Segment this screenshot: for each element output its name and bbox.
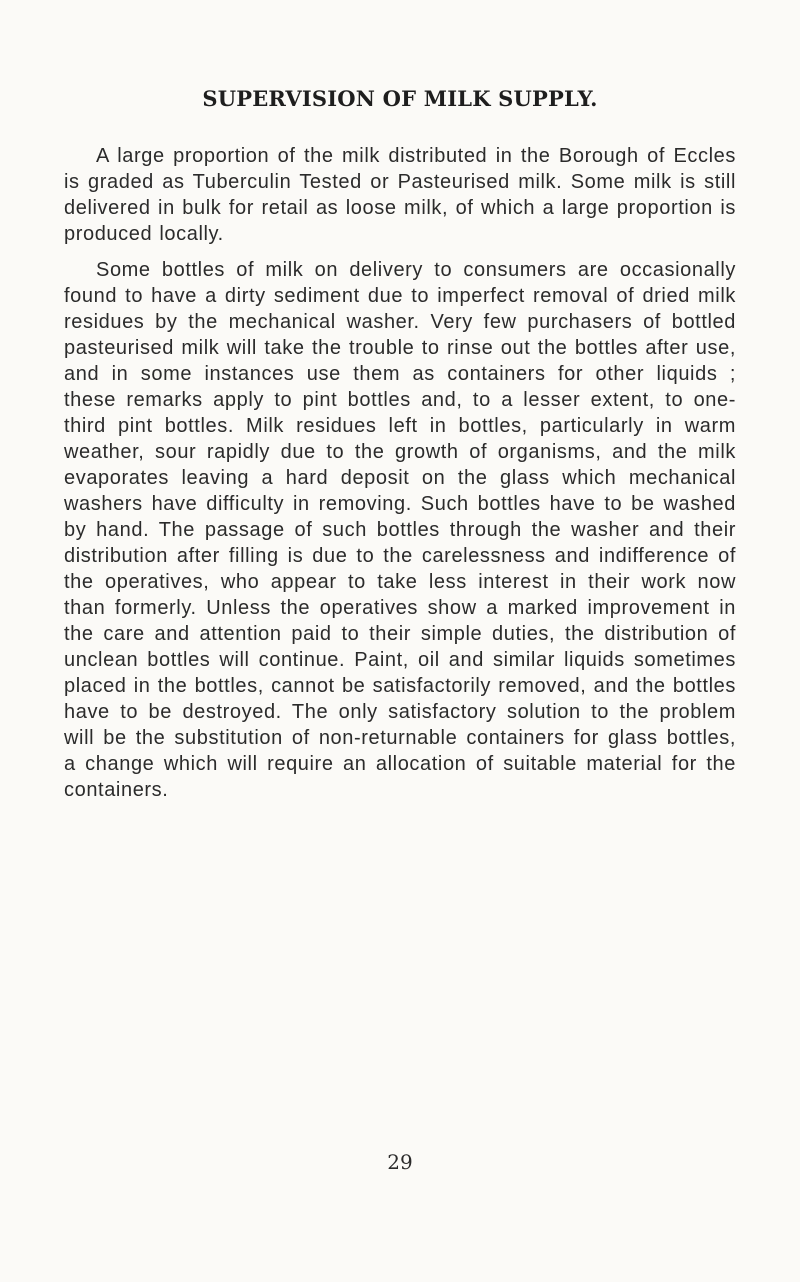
- paragraph-bottle-cleanliness: Some bottles of milk on delivery to consumers are occasionally found to have a dirty sediment due to imperfect removal of dried milk residues by the mechanical washer. Very few purchasers of bottled pasteurised milk will take the trouble to rinse out the bottles after use, and in some instances use them as containers for other liquids ; these remarks apply to pint bottles and, to a lesser extent, to one-third pint bottles. Milk residues left in bottles, particularly in warm weather, sour rapidly due to the growth of organisms, and the milk evaporates leaving a hard deposit on the glass which mechanical washers have difficulty in removing. Such bottles have to be washed by hand. The passage of such bottles through the washer and their distribution after filling is due to the carelessness and indifference of the operatives, who appear to take less interest in their work now than formerly. Unless the operatives show a marked improvement in the care and attention paid to their simple duties, the distribution of unclean bottles will continue. Paint, oil and similar liquids sometimes placed in the bottles, cannot be satisfactorily removed, and the bottles have to be destroyed. The only satisfactory solution to the problem will be the substitution of non-returnable containers for glass bottles, a change which will require an allocation of suitable material for the containers.: [64, 259, 736, 801]
- paragraph-milk-grading: A large proportion of the milk distributed in the Borough of Eccles is graded as Tuberculin Tested or Pasteurised milk. Some milk is still delivered in bulk for retail as loose milk, of which a large proportion is produced locally.: [64, 145, 736, 245]
- document-page: [64, 0, 736, 1282]
- page-number: 29: [387, 1150, 413, 1174]
- page-title: SUPERVISION OF MILK SUPPLY.: [202, 86, 598, 111]
